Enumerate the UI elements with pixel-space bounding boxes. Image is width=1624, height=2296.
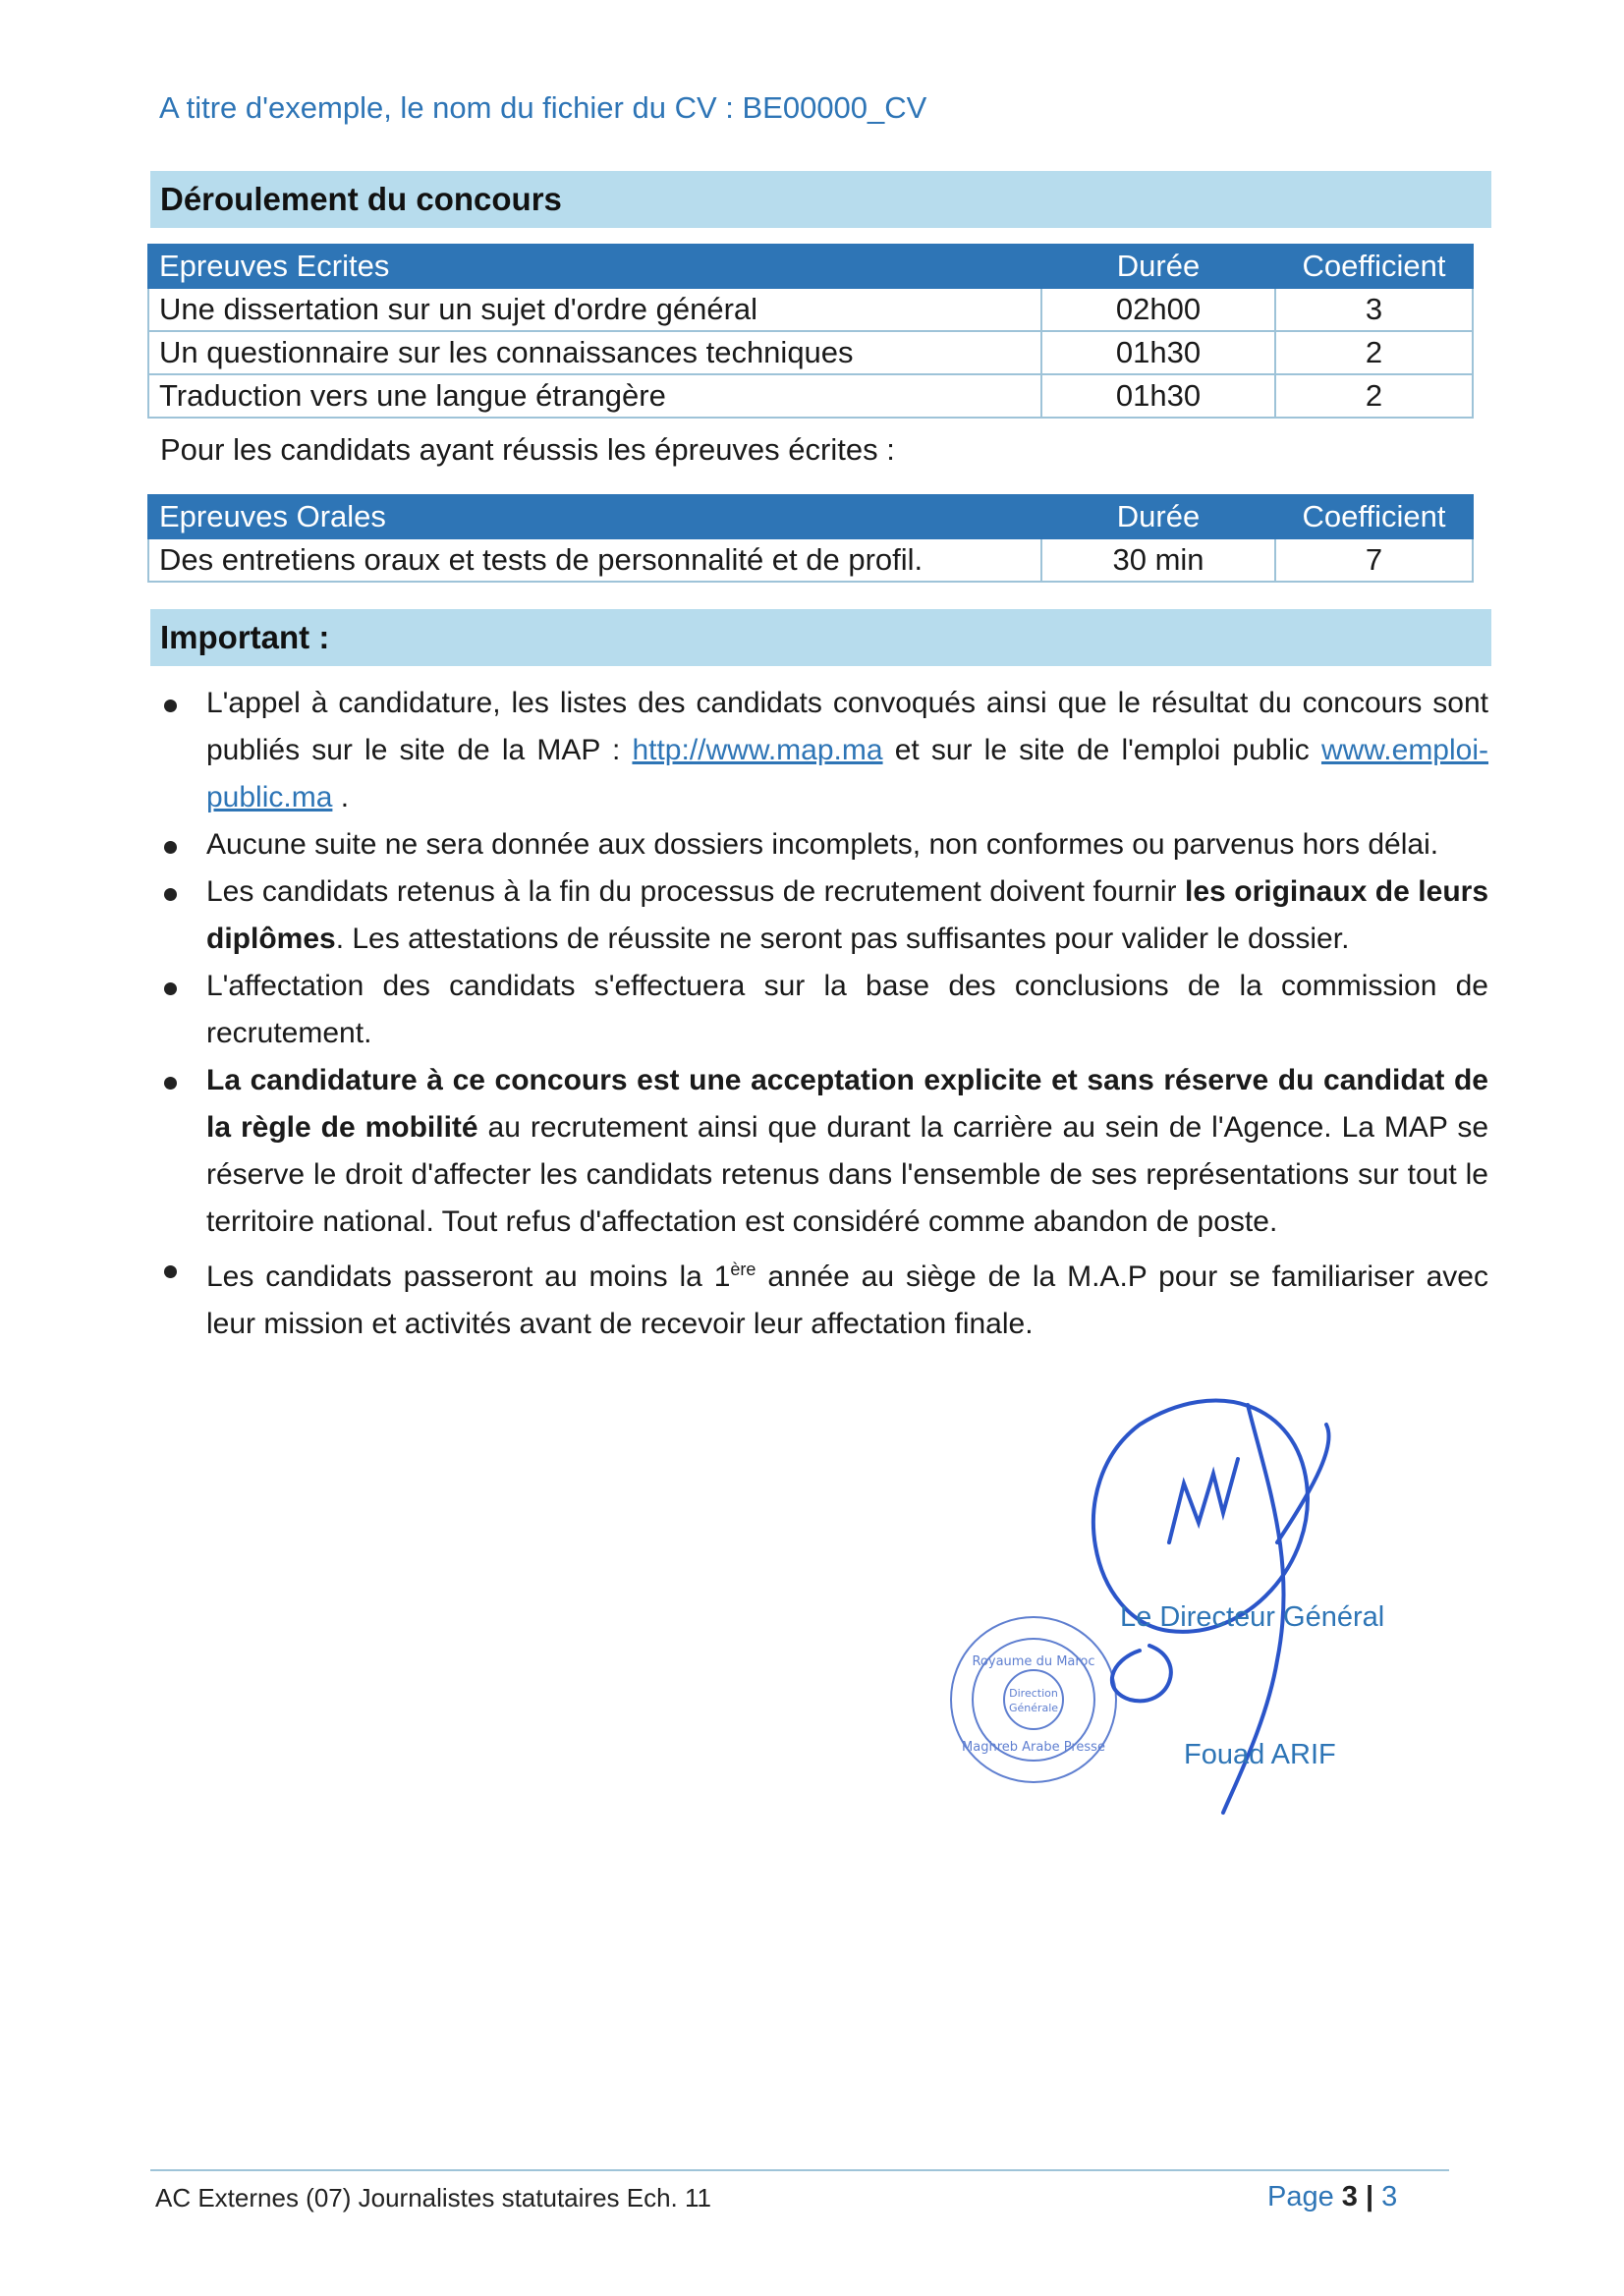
- exam-duration: 01h30: [1041, 331, 1275, 374]
- exam-duration: 30 min: [1041, 538, 1275, 582]
- footer-divider: [150, 2169, 1449, 2171]
- header-cell: Coefficient: [1275, 245, 1473, 288]
- exam-name: Traduction vers une langue étrangère: [148, 374, 1041, 418]
- list-item: Les candidats passeront au moins la 1ère année au siège de la M.A.P pour se familiariser avec leur mission et activités avant de recevoir leur affectation finale.: [0, 1246, 1624, 1348]
- stamp-icon: [951, 1617, 1116, 1782]
- bullet-icon: [164, 888, 177, 901]
- exam-coefficient: 2: [1275, 331, 1473, 374]
- bullet-icon: [164, 982, 177, 995]
- written-exams-table: [147, 244, 1474, 419]
- exam-duration: 01h30: [1041, 374, 1275, 418]
- after-written-text: Pour les candidats ayant réussis les épreuves écrites :: [160, 432, 895, 467]
- emploi-public-link[interactable]: www.emploi-public.ma: [206, 734, 1488, 813]
- list-item: L'appel à candidature, les listes des candidats convoqués ainsi que le résultat du concours sont publiés sur le site de la MAP : http://www.map.ma et sur le site de l'emploi public www.emploi-public.ma .: [0, 680, 1624, 821]
- svg-text:Maghreb Arabe Presse: Maghreb Arabe Presse: [962, 1740, 1105, 1755]
- bullet-icon: [164, 1265, 177, 1278]
- table-header-row: [148, 495, 1473, 538]
- oral-exams-table: [147, 494, 1474, 583]
- list-item: Les candidats retenus à la fin du processus de recrutement doivent fournir les originaux de leurs diplômes. Les attestations de réussite ne seront pas suffisantes pour valider le dossier.: [0, 868, 1624, 963]
- header-cell: Durée: [1041, 495, 1275, 538]
- table-row: [148, 374, 1473, 418]
- exam-name: Un questionnaire sur les connaissances techniques: [148, 331, 1041, 374]
- signatory-title: Le Directeur Général: [1120, 1601, 1385, 1633]
- exam-name: Des entretiens oraux et tests de personnalité et de profil.: [148, 538, 1041, 582]
- header-cell: Coefficient: [1275, 495, 1473, 538]
- exam-name: Une dissertation sur un sujet d'ordre général: [148, 288, 1041, 331]
- bullet-icon: [164, 841, 177, 854]
- svg-text:Royaume du Maroc: Royaume du Maroc: [972, 1654, 1095, 1669]
- exam-duration: 02h00: [1041, 288, 1275, 331]
- map-link[interactable]: http://www.map.ma: [632, 734, 883, 766]
- exam-coefficient: 7: [1275, 538, 1473, 582]
- bullet-icon: [164, 700, 177, 712]
- signatory-name: Fouad ARIF: [1184, 1739, 1336, 1770]
- section-deroulement: [150, 171, 1491, 228]
- page-number: Page 3 | 3: [1267, 2181, 1398, 2212]
- footer-reference: AC Externes (07) Journalistes statutaires Ech. 11: [155, 2183, 711, 2212]
- important-notes-list: [0, 680, 1624, 1348]
- table-header-row: [148, 245, 1473, 288]
- section-title: Important :: [160, 619, 330, 655]
- header-cell: Durée: [1041, 245, 1275, 288]
- exam-coefficient: 3: [1275, 288, 1473, 331]
- svg-text:Direction: Direction: [1009, 1687, 1058, 1700]
- list-item: L'affectation des candidats s'effectuera sur la base des conclusions de la commission de recrutement.: [0, 963, 1624, 1057]
- table-row: [148, 538, 1473, 582]
- table-row: [148, 331, 1473, 374]
- signature-and-stamp: [943, 1366, 1415, 1827]
- section-title: Déroulement du concours: [160, 181, 562, 217]
- section-important: [150, 609, 1491, 666]
- cv-filename-example: A titre d'exemple, le nom du fichier du CV : BE00000_CV: [159, 90, 927, 125]
- svg-text:Générale: Générale: [1008, 1702, 1059, 1714]
- bullet-icon: [164, 1077, 177, 1090]
- header-cell: Epreuves Ecrites: [148, 245, 1041, 288]
- list-item: Aucune suite ne sera donnée aux dossiers incomplets, non conformes ou parvenus hors délai.: [0, 821, 1624, 868]
- table-row: [148, 288, 1473, 331]
- header-cell: Epreuves Orales: [148, 495, 1041, 538]
- exam-coefficient: 2: [1275, 374, 1473, 418]
- list-item: La candidature à ce concours est une acceptation explicite et sans réserve du candidat de la règle de mobilité au recrutement ainsi que durant la carrière au sein de l'Agence. La MAP se réserve le droit d'affecter les candidats retenus dans l'ensemble de ses représentations sur tout le territoire national. Tout refus d'affectation est considéré comme abandon de poste.: [0, 1057, 1624, 1246]
